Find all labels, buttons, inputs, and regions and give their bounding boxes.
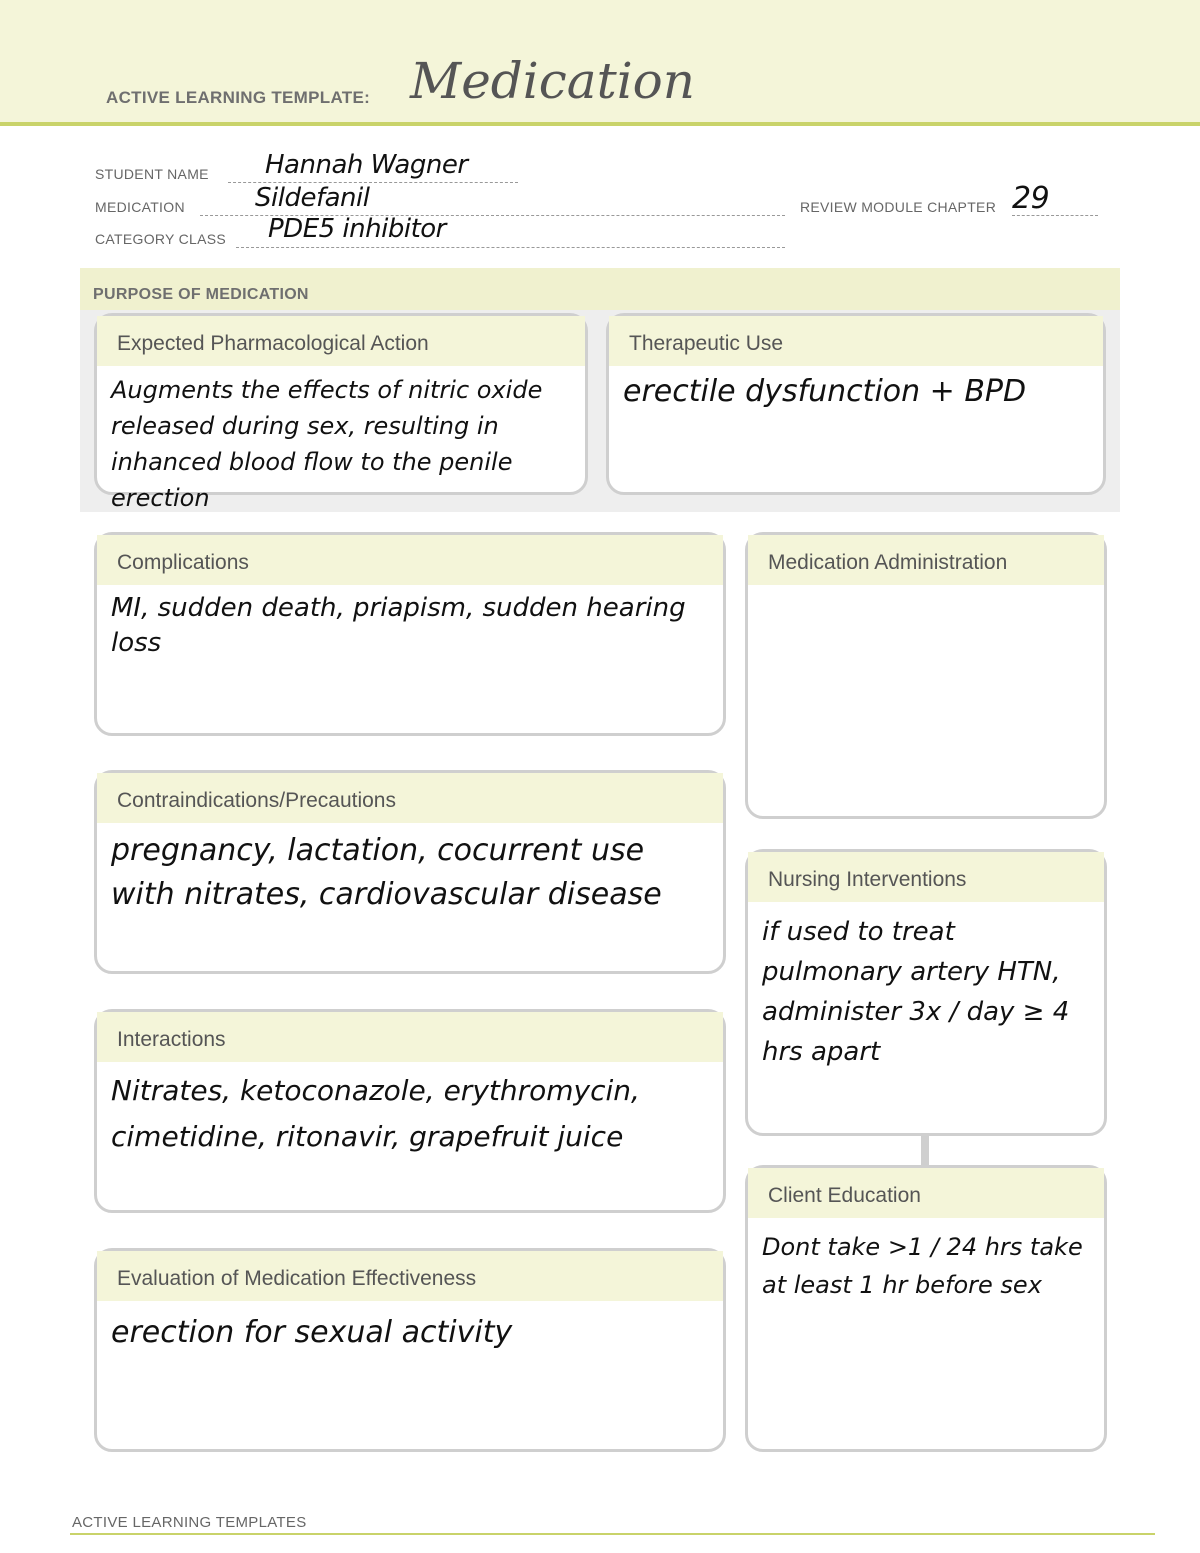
complications-text[interactable]: MI, sudden death, priapism, sudden hearing loss [111,593,686,659]
review-module-value[interactable]: 29 [1012,181,1050,216]
client-education-text[interactable]: Dont take >1 / 24 hrs take at least 1 hr before sex [762,1233,1083,1299]
client-education-box [745,1165,1107,1452]
expected-action-box [94,313,588,512]
column-connector [921,1135,929,1165]
footer-label: ACTIVE LEARNING TEMPLATES [72,1514,307,1531]
student-name-value[interactable]: Hannah Wagner [265,150,468,180]
page-title: Medication [410,52,695,110]
expected-action-title: Expected Pharmacological Action [97,316,585,366]
expected-action-text[interactable]: Augments the effects of nitric oxide released during sex, resulting in inhanced blood flow to the penile erection [111,376,543,512]
review-module-label: REVIEW MODULE CHAPTER [800,199,997,215]
nursing-interventions-box [745,849,1107,1136]
administration-text[interactable] [748,585,1104,591]
therapeutic-use-text[interactable]: erectile dysfunction + BPD [623,374,1027,409]
contraindications-title: Contraindications/Precautions [97,773,723,823]
purpose-label: PURPOSE OF MEDICATION [93,286,309,303]
interactions-box [94,1009,726,1213]
administration-title: Medication Administration [748,535,1104,585]
contraindications-box [94,770,726,974]
header-rule [0,122,1200,126]
template-label: ACTIVE LEARNING TEMPLATE: [106,88,371,107]
student-name-label: STUDENT NAME [95,166,209,182]
therapeutic-use-box [606,313,1106,495]
therapeutic-use-title: Therapeutic Use [609,316,1103,366]
medication-value[interactable]: Sildefanil [255,183,370,213]
contraindications-text[interactable]: pregnancy, lactation, cocurrent use with nitrates, cardiovascular disease [111,833,662,912]
category-class-label: CATEGORY CLASS [95,231,227,247]
evaluation-box [94,1248,726,1452]
category-class-value[interactable]: PDE5 inhibitor [268,214,446,244]
medication-label: MEDICATION [95,199,185,215]
complications-title: Complications [97,535,723,585]
interactions-title: Interactions [97,1012,723,1062]
evaluation-title: Evaluation of Medication Effectiveness [97,1251,723,1301]
nursing-interventions-text[interactable]: if used to treat pulmonary artery HTN, administer 3x / day ≥ 4 hrs apart [762,917,1070,1067]
interactions-text[interactable]: Nitrates, ketoconazole, erythromycin, cimetidine, ritonavir, grapefruit juice [111,1074,640,1153]
client-education-title: Client Education [748,1168,1104,1218]
nursing-interventions-title: Nursing Interventions [748,852,1104,902]
complications-box [94,532,726,736]
footer-rule [70,1533,1155,1535]
administration-box [745,532,1107,819]
evaluation-text[interactable]: erection for sexual activity [111,1315,513,1350]
category-class-line [236,247,785,248]
